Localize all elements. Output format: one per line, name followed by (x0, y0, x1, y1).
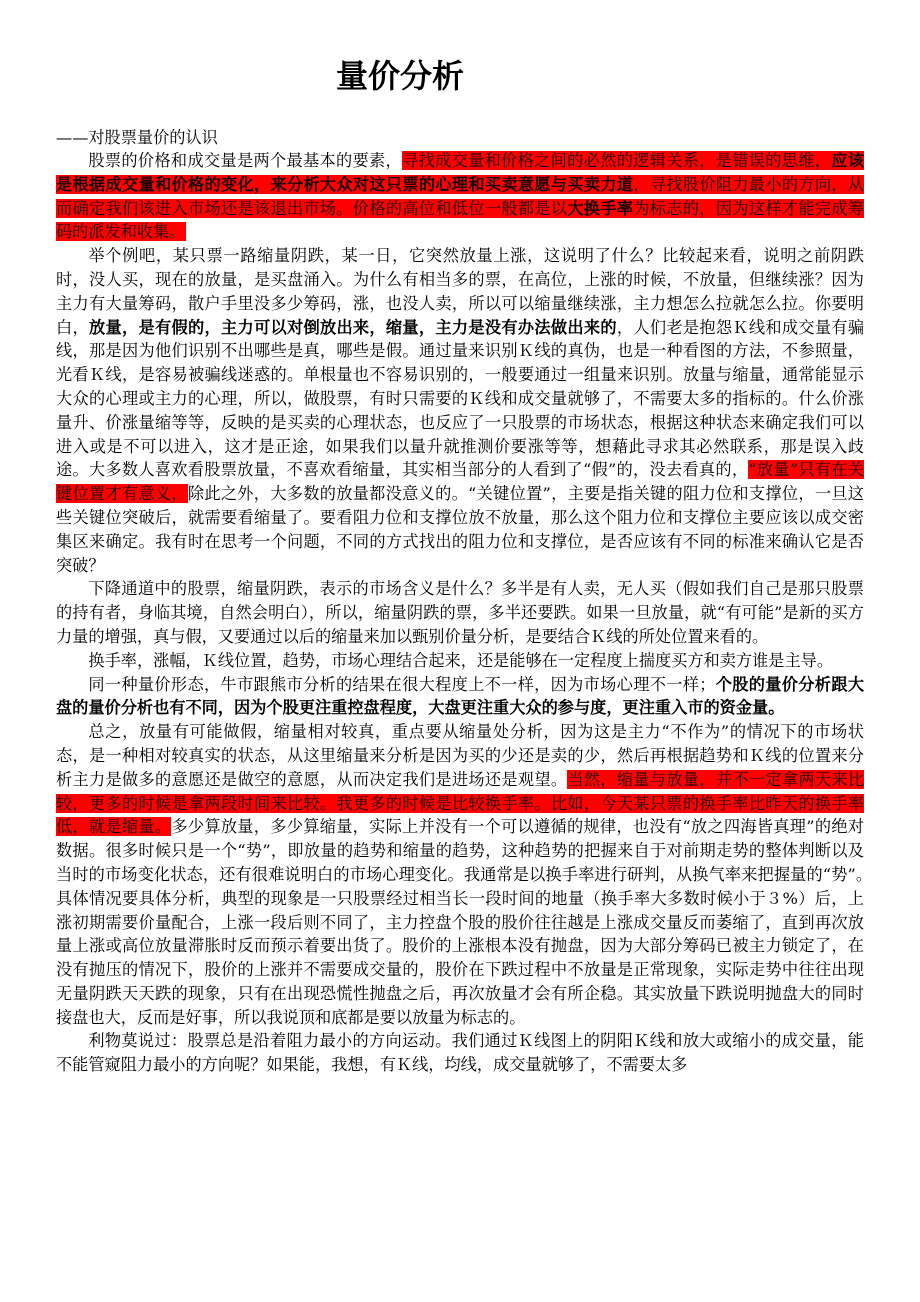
text-segment: ，人们老是抱怨Ｋ线和成交量有骗线，那是因为他们识别不出哪些是真，哪些是假。通过量来识别Ｋ线的真伪，也是一种看图的方法，不参照量，光看Ｋ线，是容易被骗线迷惑的。单根量也不容易识别的，一般要通过一组量来识别。放量与缩量，通常能显示大众的心理或主力的心理，所以，做股票，有时只需要的Ｋ线和成交量就够了，不需要太多的指标的。什么价涨量升、价涨量缩等等，反映的是买卖的心理状态，也反应了一只股票的市场状态，根据这种状态来确定我们可以进入或是不可以进入，这才是正途，如果我们以量升就推测价要涨等等，想藉此寻求其必然联系，那是误入歧途。大多数人喜欢看股票放量，不喜欢看缩量，其实相当部分的人看到了“假”的，没去看真的， (56, 317, 865, 480)
paragraph (56, 577, 864, 648)
page-subtitle: ——对股票量价的认识 (56, 128, 218, 147)
paragraph (56, 649, 864, 673)
text-segment: 利物莫说过：股票总是沿着阻力最小的方向运动。我们通过Ｋ线图上的阴阳Ｋ线和放大或缩小的成交量，能不能管窥阻力最小的方向呢？如果能，我想，有Ｋ线，均线，成交量就够了，不需要太多 (56, 1031, 864, 1075)
highlighted-text: 大换手率 (567, 198, 634, 218)
highlighted-text: 应该是根据成交量和价格的变化，来分析大众对这只票的心理和买卖意愿与买卖力道 (56, 151, 865, 194)
paragraph (56, 1029, 864, 1077)
highlighted-text: 当然，缩量与放量，并不一定拿两天来比较，更多的时候是拿两段时间来比较。我更多的时候是比较换手率。比如，今天某只票的换手率比昨天的换手率低，就是缩量。 (56, 769, 865, 837)
highlighted-text: “放量”只有在关键位置才有意义， (56, 460, 864, 504)
text-segment: 举个例吧，某只票一路缩量阴跌，某一日，它突然放量上涨，这说明了什么？比较起来看，说明之前阴跌时，没人买，现在的放量，是买盘涌入。为什么有相当多的票，在高位，上涨的时候，不放量，但继续涨？因为主力有大量筹码，散户手里没多少筹码，涨，也没人卖，所以可以缩量继续涨，主力想怎么拉就怎么拉。你要明白， (56, 246, 864, 337)
text-segment: 同一种量价形态，牛市跟熊市分析的结果在很大程度上不一样，因为市场心理不一样； (88, 674, 716, 694)
highlighted-text: 为标志的，因为这样才能完成筹码的派发和收集。 (56, 198, 865, 242)
text-segment: 多少算放量，多少算缩量，实际上并没有一个可以遵循的规律，也没有“放之四海皆真理”的绝对数据。很多时候只是一个“势”，即放量的趋势和缩量的趋势，这种趋势的把握来自于对前期走势的整体判断以及当时的市场变化状态，还有很难说明白的市场心理变化。我通常是以换手率进行研判，从换气率来把握量的“势”。 具体情况要具体分析，典型的现象是一只股票经过相当长一段时间的地量（换手率大多数时候小于３%）后，上涨初期需要价量配合，上涨一段后则不同了，主力控盘个股的股价往往越是上涨成交量反而萎缩了，直到再次放量上涨或高位放量滞胀时反而预示着要出货了。股价的上涨根本没有抛盘，因为大部分筹码已被主力锁定了，在没有抛压的情况下，股价的上涨并不需要成交量的，股价在下跌过程中不放量是正常现象，实际走势中往往出现无量阴跌天天跌的现象，只有在出现恐慌性抛盘之后，再次放量才会有所企稳。其实放量下跌说明抛盘大的同时接盘也大，反而是好事，所以我说顶和底都是要以放量为标志的。 (56, 817, 881, 1027)
highlighted-text: ，寻找股价阻力最小的方向，从而确定我们该进入市场还是该退出市场。价格的高位和低位一般都是以 (56, 174, 865, 218)
text-segment: 下降通道中的股票，缩量阴跌，表示的市场含义是什么？多半是有人卖，无人买（假如我们自己是那只股票的持有者，身临其境，自然会明白），所以，缩量阴跌的票，多半还要跌。如果一旦放量，就“有可能”是新的买方力量的增强，真与假，又要通过以后的缩量来加以甄别价量分析，是要结合Ｋ线的所处位置来看的。 (56, 579, 864, 646)
text-segment: 股票的价格和成交量是两个最基本的要素， (88, 151, 403, 170)
document-body (56, 149, 881, 1077)
text-segment: 除此之外，大多数的放量都没意义的。“关键位置”，主要是指关键的阻力位和支撑位，一旦这些关键位突破后，就需要看缩量了。要看阻力位和支撑位放不放量，那么这个阻力位和支撑位主要应该以成交密集区来确定。我有时在思考一个问题，不同的方式找出的阻力位和支撑位，是否应该有不同的标准来确认它是否突破？ (56, 484, 864, 575)
highlighted-text: 寻找成交量和价格之间的必然的逻辑关系，是错误的思维， (402, 151, 832, 170)
paragraph (56, 149, 864, 244)
bold-text: 个股的量价分析跟大盘的量价分析也有不同，因为个股更注重控盘程度，大盘更注重大众的参与度，更注重入市的资金量。 (56, 674, 865, 718)
text-segment: 总之，放量有可能做假，缩量相对较真，重点要从缩量处分析，因为这是主力“不作为”的情况下的市场状态，是一种相对较真实的状态，从这里缩量来分析是因为买的少还是卖的少，然后再根据趋势和Ｋ线的位置来分析主力是做多的意愿还是做空的意愿，从而决定我们是进场还是观望。 (56, 722, 864, 789)
page-title: 量价分析 (336, 57, 465, 95)
bold-text: 放量，是有假的，主力可以对倒放出来，缩量，主力是没有办法做出来的 (89, 317, 617, 337)
paragraph (56, 244, 864, 577)
paragraph (56, 673, 864, 721)
paragraph (56, 720, 881, 1029)
text-segment: 换手率，涨幅，Ｋ线位置，趋势，市场心理结合起来，还是能够在一定程度上揣度买方和卖方谁是主导。 (88, 650, 834, 670)
